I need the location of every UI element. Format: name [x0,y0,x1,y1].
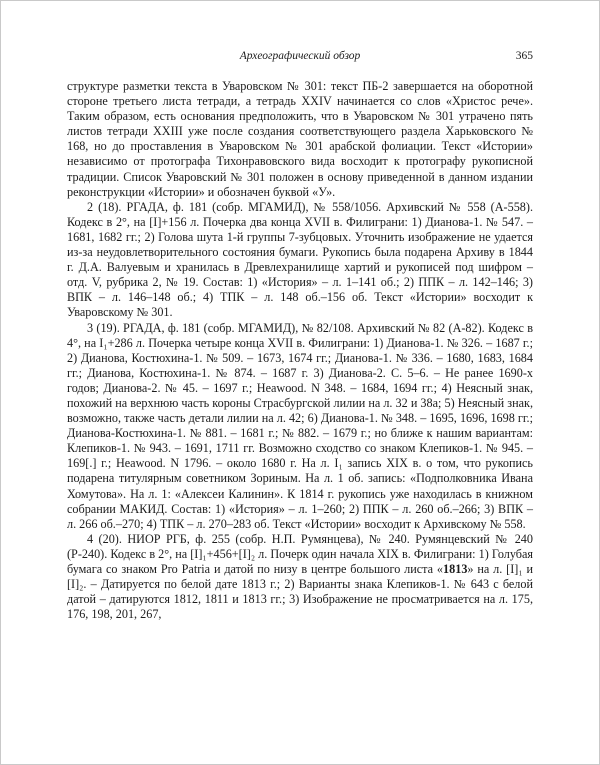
text-run: структуре разметки текста в Уваровском № 301: текст ПБ-2 завершается на оборотной стороне третьего листа тетради, а тетрадь XXIV начинается со слов «Христос рече». Таким образом, есть основания предположить, что в Уваровском № 301 утрачено пять листов тетради XXIII уже после создания соответствующего раздела Харьковского № 168, но до проставления в Уваровском № 301 арабской фолиации. Текст «Истории» независимо от протографа Тихонравовского вида восходит к протографу рукописной традиции. Список Уваровский № 301 положен в основу приведенной в данном издании реконструкции «Истории» и обозначен буквой «У». [67,79,533,199]
running-title: Археографический обзор [239,50,361,62]
page-number: 365 [515,50,533,62]
running-head [67,49,533,65]
paragraph [67,79,533,200]
page-body [67,79,533,622]
text-run: 2 (18). РГАДА, ф. 181 (собр. МГАМИД), № 558/1056. Архивский № 558 (А-558). Кодекс в 2°, на [I]+156 л. Почерка два конца XVII в. Филиграни: 1) Дианова-1. № 547. – 1681, 1682 гг.; 2) Голова шута 1-й группы 7-зубцовых. Уточнить изображение не удается из-за неудовлетворительного состояния бумаги. Рукопись была подарена Архиву в 1844 г. Д.А. Валуевым и хранилась в Древлехранилище хартий и рукописей под шифром – отд. V, рубрика 2, № 19. Состав: 1) «История» – л. 1–141 об.; 2) ППК – л. 142–146; 3) ВПК – л. 146–148 об.; 4) ТПК – л. 148 об.–156 об. Текст «Истории» восходит к Уваровскому № 301. [67,199,533,320]
paragraph [67,321,533,532]
text-run: 4 (20). НИОР РГБ, ф. 255 (собр. Н.П. Румянцева), № 240. Румянцевский № 240 (Р-240). Кодекс в 2°, на [I]₁+456+[I]₂ л. Почерк один начала XIX в. Филиграни: 1) Голубая бумага со знаком Pro Patria и датой по низу в центре большого листа « [67,531,533,576]
paragraph [67,200,533,321]
text-run: 3 (19). РГАДА, ф. 181 (собр. МГАМИД), № 82/108. Архивский № 82 (А-82). Кодекс в 4°, на I₁+286 л. Почерка четыре конца XVII в. Филиграни: 1) Дианова-1. № 326. – 1687 г.; 2) Дианова, Костюхина-1. № 509. – 1673, 1674 гг.; Дианова-1. № 336. – 1680, 1683, 1684 гг.; Дианова, Костюхина-1. № 874. – 1687 г. 3) Дианова-2. С. 5–6. – Не ранее 1690-х годов; Дианова-2. № 45. – 1697 г.; Heawood. N 348. – 1684, 1694 гг.; 4) Неясный знак, похожий на верхнюю часть короны Страсбургской лилии на л. 32 и 38а; 5) Неясный знак, возможно, также часть детали лилии на л. 42; 6) Дианова-1. № 348. – 1695, 1696, 1698 гг.; Дианова-Костюхина-1. № 881. – 1681 г.; № 882. – 1679 г.; но ближе к нашим вариантам: Клепиков-1. № 943. – 1691, 1711 гг. Возможно сходство со знаком Клепиков-1. № 945. – 169[.] г.; Heawood. N 1796. – около 1680 г. На л. I₁ запись XIX в. о том, что рукопись подарена титулярным советником Зориным. На л. 1 об. запись: «Подполковника Ивана Хомутова». На л. 1: «Алексеи Калинин». К 1814 г. рукопись уже находилась в книжном собрании МАКИД. Состав: 1) «История» – л. 1–260; 2) ППК – л. 260 об.–266; 3) ВПК – л. 266 об.–270; 4) ТПК – л. 270–283 об. Текст «Истории» восходит к Архивскому № 558. [67,320,533,531]
paragraph [67,532,533,623]
text-run: » на л. [I]₁ и [I]₂. – Датируется по белой дате 1813 г.; 2) Варианты знака Клепиков-1. № 643 с белой датой – датируются 1812, 1811 и 1813 гг.; 3) Изображение не просматривается на л. 175, 176, 198, 201, 267, [67,562,533,622]
bold-run: 1813 [443,562,468,576]
